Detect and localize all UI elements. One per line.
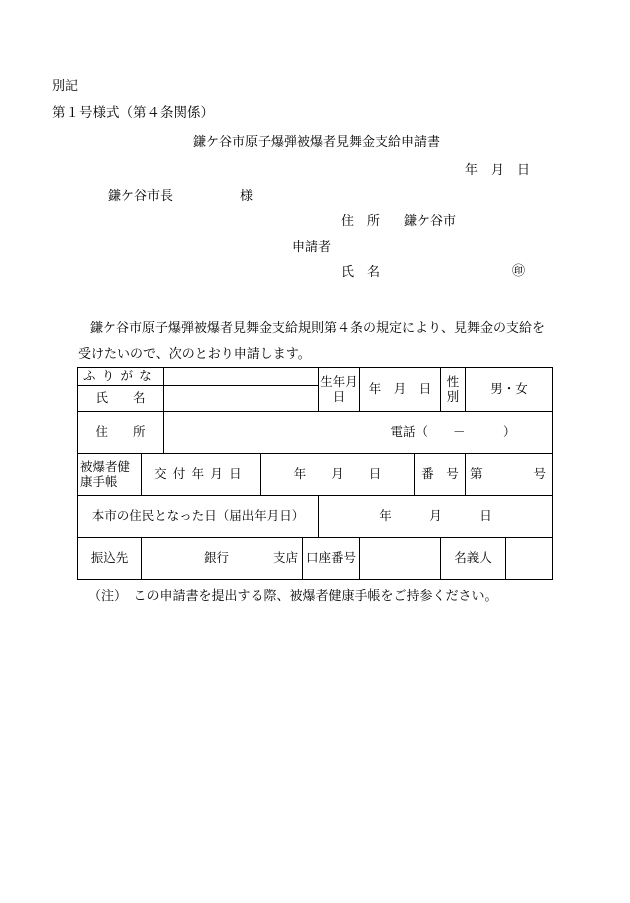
issue-date-label: 交付年月日 — [142, 454, 261, 496]
bank-label: 銀行 — [204, 550, 230, 566]
address-field[interactable] — [164, 412, 553, 454]
honorific: 様 — [240, 189, 254, 204]
applicant-label: 申請者 — [292, 240, 332, 255]
birthdate-field[interactable]: 年 月 日 — [360, 368, 441, 412]
name-field[interactable] — [164, 386, 319, 412]
handbook-number-label: 番 号 — [415, 454, 466, 496]
document-title: 鎌ケ谷市原子爆弾被爆者見舞金支給申請書 — [193, 135, 441, 150]
account-number-field[interactable] — [360, 538, 441, 580]
phone-label: 電話（ － ） — [390, 424, 516, 440]
name-row-label: 氏 名 — [78, 386, 164, 412]
resident-date-field[interactable]: 年 月 日 — [319, 496, 553, 538]
body-text-line-1: 鎌ケ谷市原子爆弾被爆者見舞金支給規則第４条の規定により、見舞金の支給を — [90, 321, 546, 336]
account-holder-field[interactable] — [506, 538, 553, 580]
application-table — [77, 367, 553, 580]
handbook-label: 被爆者健康手帳 — [78, 454, 142, 496]
seal-mark: ㊞ — [512, 264, 526, 279]
name-label: 氏 名 — [341, 265, 381, 280]
furigana-field[interactable] — [164, 368, 319, 386]
number-suffix: 号 — [533, 466, 547, 482]
address-row-label: 住 所 — [78, 412, 164, 454]
bank-field[interactable] — [142, 538, 303, 580]
transfer-label: 振込先 — [78, 538, 142, 580]
sex-field[interactable]: 男・女 — [466, 368, 553, 412]
addressee: 鎌ケ谷市長 — [108, 189, 174, 204]
bekki-label: 別記 — [52, 79, 79, 94]
account-number-label: 口座番号 — [303, 538, 360, 580]
address-value: 鎌ケ谷市 — [404, 214, 457, 229]
application-date: 年 月 日 — [465, 163, 531, 178]
issue-date-field[interactable]: 年 月 日 — [261, 454, 415, 496]
resident-date-label: 本市の住民となった日（届出年月日） — [78, 496, 319, 538]
account-holder-label: 名義人 — [441, 538, 506, 580]
footnote: （注） この申請書を提出する際、被爆者健康手帳をご持参ください。 — [88, 589, 498, 604]
sex-label: 性別 — [441, 368, 466, 412]
body-text-line-2: 受けたいので、次のとおり申請します。 — [78, 347, 311, 362]
form-number: 第１号様式（第４条関係） — [52, 105, 214, 121]
branch-label: 支店 — [273, 550, 299, 566]
address-label: 住 所 — [341, 214, 381, 229]
birthdate-label: 生年月日 — [319, 368, 360, 412]
number-prefix: 第 — [470, 466, 483, 482]
handbook-number-field[interactable] — [466, 454, 553, 496]
furigana-label: ふりがな — [78, 368, 164, 386]
